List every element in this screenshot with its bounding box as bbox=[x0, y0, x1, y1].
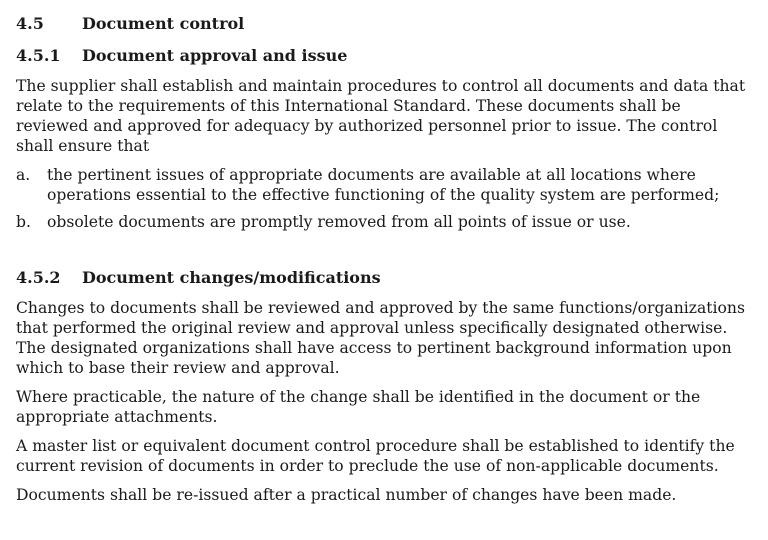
paragraph: Where practicable, the nature of the change shall be identified in the document or the appropriate attachments. bbox=[16, 388, 701, 426]
section-number: 4.5.1 bbox=[16, 46, 61, 65]
section-title: Document approval and issue bbox=[82, 46, 348, 65]
list-item bbox=[16, 212, 756, 232]
paragraph: A master list or equivalent document control procedure shall be established to identify the current revision of documents in order to preclude the use of non-applicable documents. bbox=[16, 437, 735, 475]
list-marker: a. bbox=[16, 166, 31, 184]
section-number: 4.5 bbox=[16, 14, 44, 33]
list-item-text: obsolete documents are promptly removed from all points of issue or use. bbox=[47, 213, 631, 231]
section-spacer bbox=[16, 239, 756, 268]
section-heading-4-5-1 bbox=[16, 46, 756, 66]
section-title: Document control bbox=[82, 14, 245, 33]
paragraph: Documents shall be re-issued after a practical number of changes have been made. bbox=[16, 486, 677, 504]
paragraph: Changes to documents shall be reviewed and approved by the same functions/organizations that performed the original review and approval unless specifically designated otherwise. The designated organizations shall have access to pertinent background information upon which to base their review and approval. bbox=[16, 299, 745, 377]
section-heading-4-5-2 bbox=[16, 268, 756, 288]
document-page bbox=[16, 14, 756, 514]
section-4-5-2 bbox=[16, 268, 756, 505]
paragraph-intro: The supplier shall establish and maintain procedures to control all documents and data that relate to the requirements of this International Standard. These documents shall be reviewed and approved for adequacy by authorized personnel prior to issue. The control shall ensure that bbox=[16, 77, 746, 155]
section-title: Document changes/modifications bbox=[82, 268, 381, 287]
list-item-text: the pertinent issues of appropriate documents are available at all locations where operations essential to the effective functioning of the quality system are performed; bbox=[47, 166, 720, 204]
requirements-list bbox=[16, 165, 756, 232]
list-item bbox=[16, 165, 756, 205]
section-heading-4-5 bbox=[16, 14, 756, 34]
section-number: 4.5.2 bbox=[16, 268, 61, 287]
list-marker: b. bbox=[16, 213, 31, 231]
